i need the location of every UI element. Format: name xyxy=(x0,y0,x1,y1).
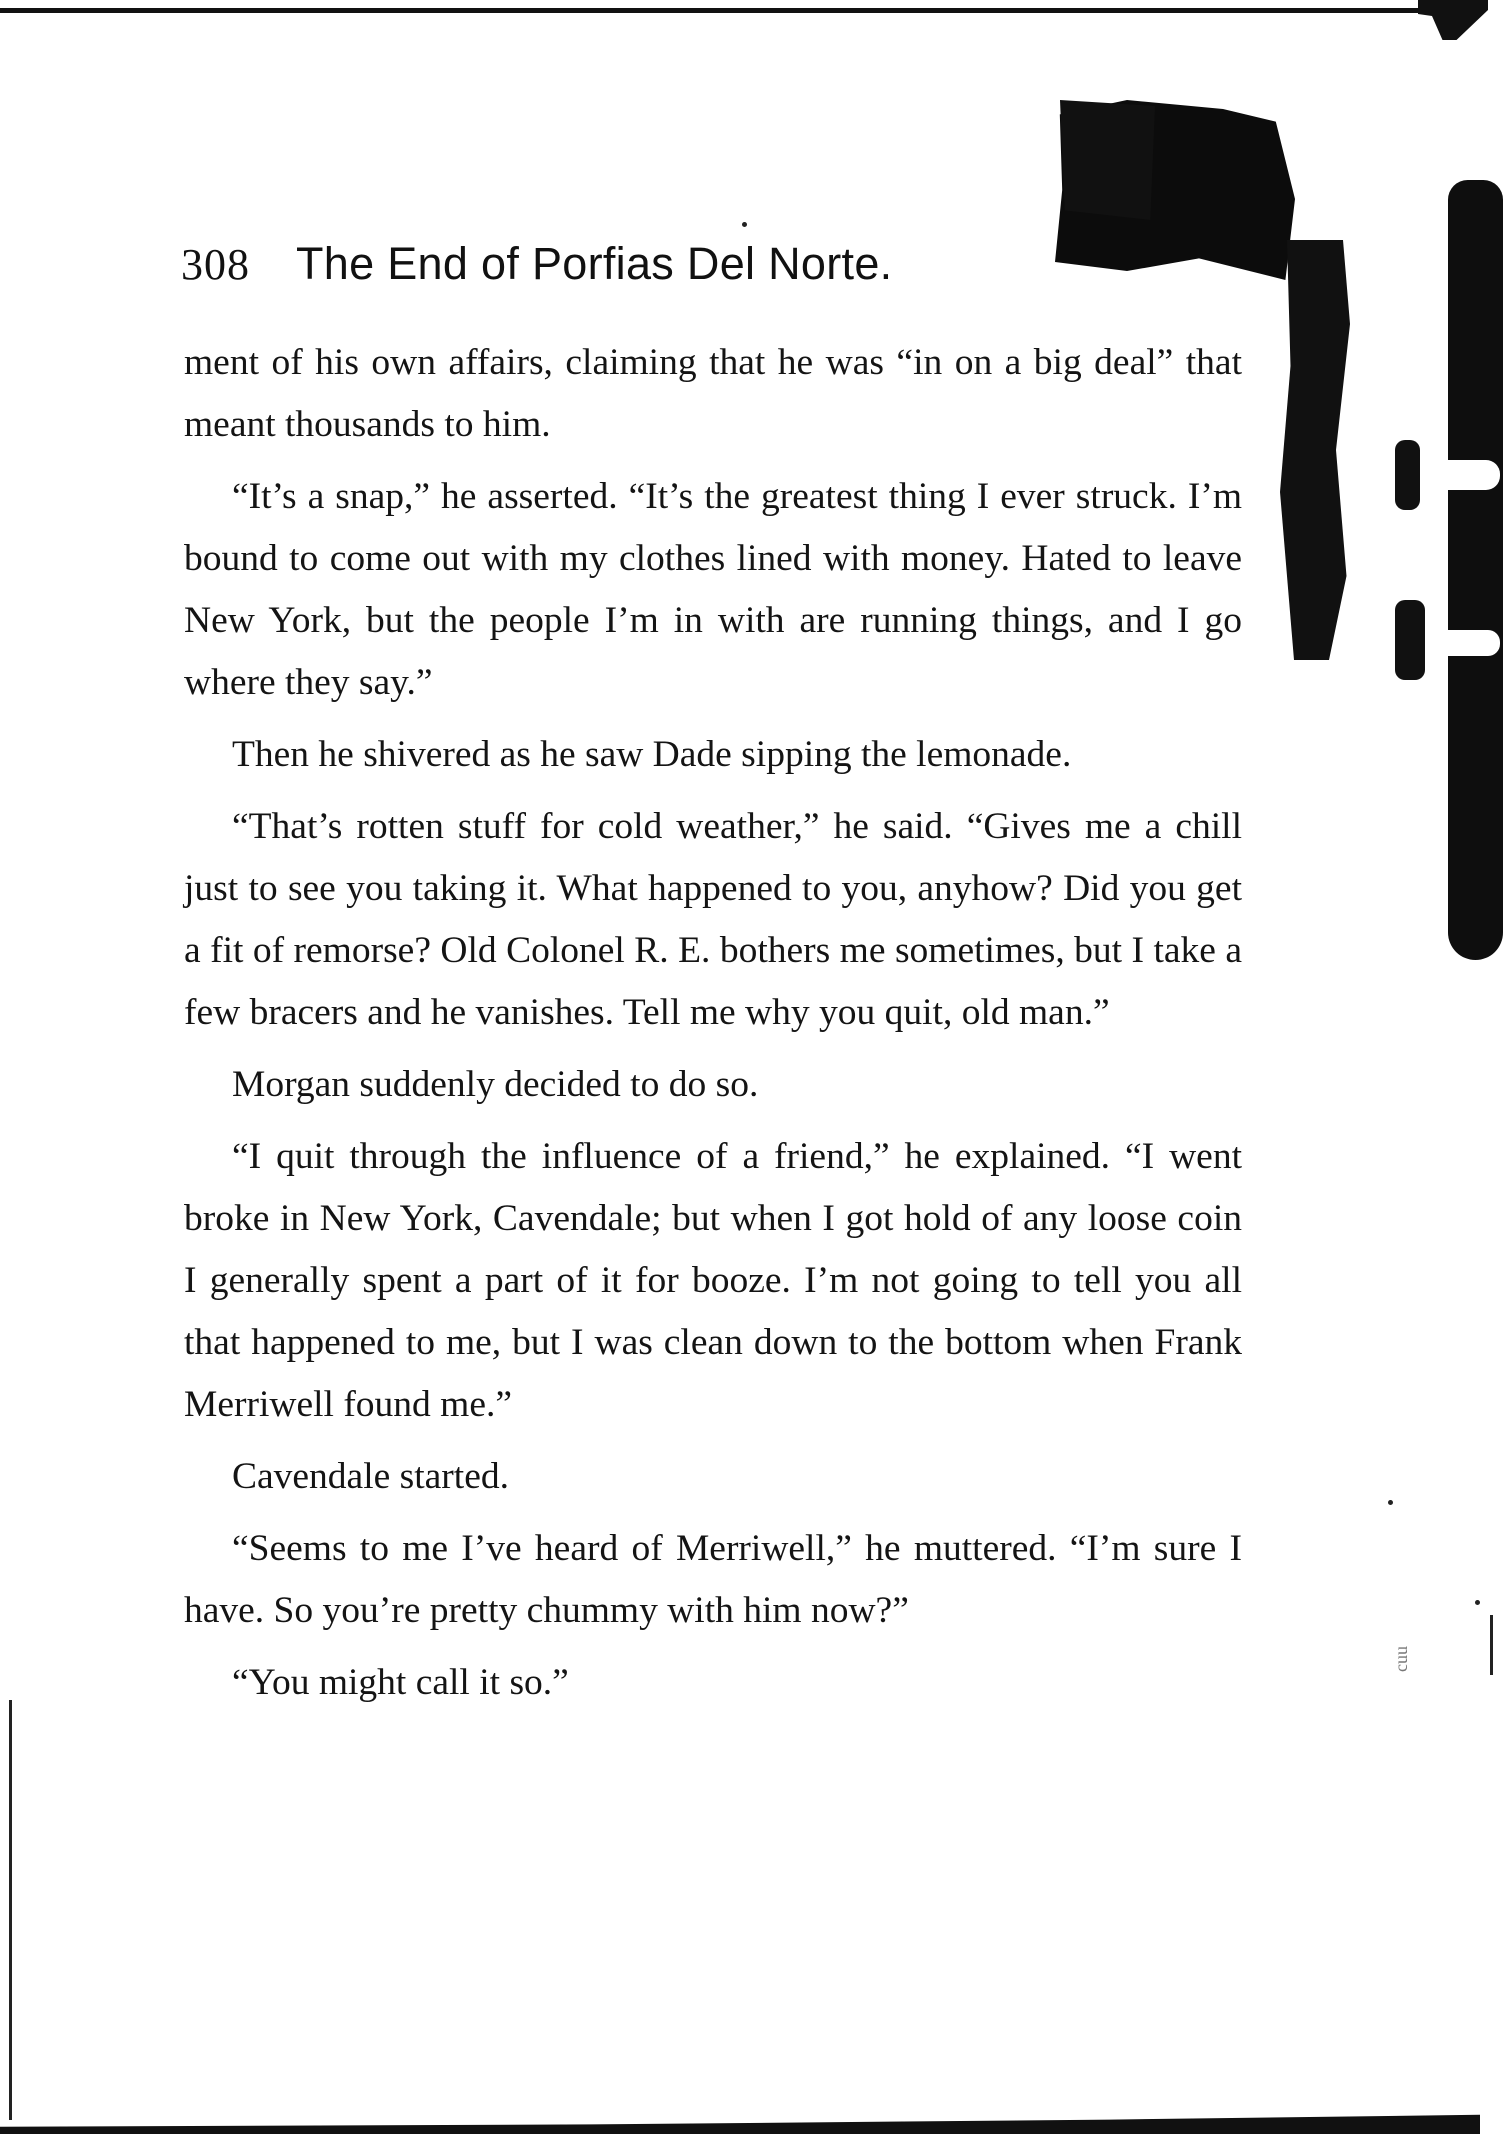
paragraph: ment of his own affairs, claiming that he was “in on a big deal” that meant thousands to him. xyxy=(184,342,1242,445)
ink-smear xyxy=(1280,240,1350,660)
paragraph: Cavendale started. xyxy=(232,1456,509,1497)
paragraph: “I quit through the influence of a friend,” he explained. “I went broke in New York, Cavendale; but when I got hold of any loose coin I generally spent a part of it for booze. I’m not going to tell you all that happened to me, but I was clean down to the bottom when Frank Merriwell found me.” xyxy=(184,1136,1242,1425)
ink-notch xyxy=(1395,600,1425,680)
margin-bleed-text: cuu xyxy=(1391,1646,1411,1672)
scan-mark-right xyxy=(1490,1615,1493,1675)
running-title: The End of Porfias Del Norte. xyxy=(296,238,893,289)
ink-notch xyxy=(1395,440,1420,510)
page-number: 308 xyxy=(181,240,250,289)
scan-border-bottom xyxy=(0,2110,1480,2134)
scan-speck xyxy=(1475,1600,1480,1605)
scan-corner-mark xyxy=(1418,0,1488,40)
scan-speck xyxy=(742,222,747,227)
paragraph: “You might call it so.” xyxy=(232,1662,569,1703)
paragraph: “It’s a snap,” he asserted. “It’s the greatest thing I ever struck. I’m bound to come out with my clothes lined with money. Hated to leave New York, but the people I’m in with are running things, and I go where they say.” xyxy=(184,476,1242,703)
paragraph: Morgan suddenly decided to do so. xyxy=(232,1064,759,1105)
scan-border-left xyxy=(9,1700,12,2120)
ink-blot-top xyxy=(1060,100,1155,220)
scan-speck xyxy=(1388,1500,1393,1505)
page-header xyxy=(181,238,892,304)
binding-shadow xyxy=(1448,180,1503,960)
paragraph: “That’s rotten stuff for cold weather,” he said. “Gives me a chill just to see you taking it. What happened to you, anyhow? Did you get a fit of remorse? Old Colonel R. E. bothers me sometimes, but I take a few bracers and he vanishes. Tell me why you quit, old man.” xyxy=(184,806,1242,1033)
paragraph: “Seems to me I’ve heard of Merriwell,” he muttered. “I’m sure I have. So you’re pretty chummy with him now?” xyxy=(184,1528,1242,1631)
paragraph: Then he shivered as he saw Dade sipping the lemonade. xyxy=(232,734,1072,775)
scan-border-top xyxy=(0,8,1440,13)
body-text xyxy=(184,332,1242,1714)
